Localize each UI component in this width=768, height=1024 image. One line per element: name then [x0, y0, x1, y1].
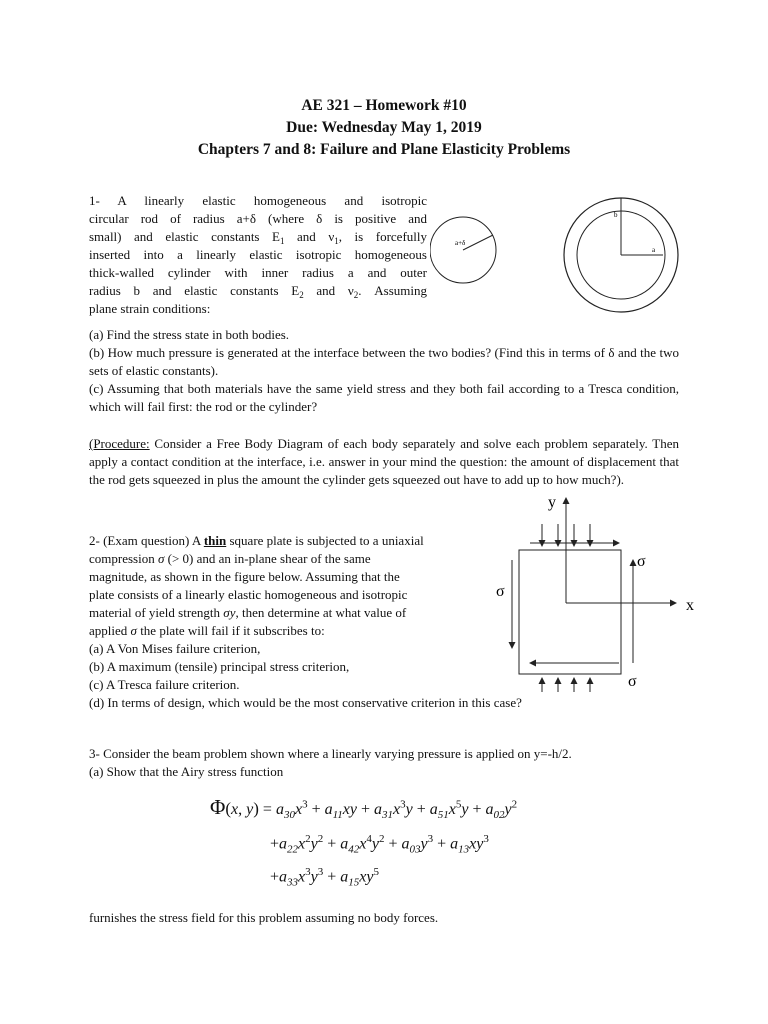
problem1-figure — [430, 195, 700, 325]
problem1-part-c: (c) Assuming that both materials have the same yield stress and they both fail according to a Tresca condition, which will fail first: the rod or the cylinder? — [89, 381, 679, 414]
due-date: Due: Wednesday May 1, 2019 — [286, 119, 482, 136]
header — [0, 95, 768, 161]
outer-radius-label: b — [614, 211, 618, 219]
problem2-figure — [490, 488, 705, 693]
equation-line-2: $+a_{22}x^2y^2 + a_{42}x^4y^2 + a_{03}y^3 + a_{13}xy^3$ — [270, 833, 489, 856]
equation-line-3: $+a_{33}x^3y^3 + a_{15}xy^5$ — [270, 866, 379, 889]
inner-radius-label: a — [652, 246, 656, 254]
chapters-title: Chapters 7 and 8: Failure and Plane Elasticity Problems — [197, 141, 571, 158]
problem3-intro: 3- Consider the beam problem shown where a linearly varying pressure is applied on y=-h/2. — [89, 746, 572, 761]
problem2-part-a: (a) A Von Mises failure criterion, — [89, 641, 261, 656]
rod-circle — [430, 217, 496, 283]
problem3-closing: furnishes the stress field for this problem assuming no body forces. — [89, 910, 439, 925]
rod-radius-label: a+δ — [455, 239, 466, 247]
problem1-parts — [89, 326, 679, 416]
problem2-text: 2- (Exam question) A thin square plate is subjected to a uniaxial compression σ (> 0) and an in-plane shear of the same magnitude, as shown in the figure below. Assuming that the plate consists of a linearly elastic homogeneous and isotropic material of yield strength σy, then determine at what value of applied σ the plate will fail if it subscribes to: (a) A Von Mises failure criterion, (b) A maximum (tensile) principal stress criterion, (c) A Tresca failure criterion. (d) In terms of design, which would be the most conservative criterion in this case? — [89, 533, 522, 710]
procedure-label: (Procedure: — [89, 436, 150, 451]
procedure-text: Consider a Free Body Diagram of each body separately and solve each problem separately. Then apply a contact condition at the interface, i.e. answer in your mind the question: the amount of displacement that the rod gets squeezed in plus the amount the cylinder gets squeezed out have to add up to how much?). — [89, 436, 679, 487]
y-axis-label: y — [548, 494, 556, 511]
equation-line-1: Φ(x, $y) = a_{30}x^3 + a_{11}xy + a_{31}x^3y + a_{51}x^5y + a_{02}y^2$ — [210, 795, 518, 821]
x-axis-label: x — [686, 597, 694, 614]
bottom-compression-arrows — [542, 678, 590, 692]
cylinder-circles — [564, 198, 678, 312]
problem1-part-b: (b) How much pressure is generated at the interface between the two bodies? (Find this in terms of δ and the two sets of elastic constants). — [89, 345, 679, 378]
problem1-part-a: (a) Find the stress state in both bodies. — [89, 327, 290, 342]
sigma-bottom-label: σ — [628, 673, 637, 690]
problem3-part-a: (a) Show that the Airy stress function — [89, 764, 284, 779]
course-title: AE 321 – Homework #10 — [301, 97, 467, 114]
problem2-part-b: (b) A maximum (tensile) principal stress criterion, — [89, 659, 350, 674]
procedure-note — [89, 435, 679, 489]
problem3-text — [89, 745, 689, 781]
problem2-part-d: (d) In terms of design, which would be the most conservative criterion in this case? — [89, 695, 522, 710]
problem1-intro: 1- A linearly elastic homogeneous and isotropic circular rod of radius a+δ (where δ is positive and small) and elastic constants $E_1$ and $\nu_1$, is forcefully inserted into a linearly elastic isotropic homogeneous thick-walled cylinder with inner radius a and outer radius b and elastic constants $E_2$ and $\nu_2$. Assuming plane strain conditions: — [89, 193, 427, 316]
sigma-left-label: σ — [496, 583, 505, 600]
sigma-right-label: σ — [637, 553, 646, 570]
problem2-part-c: (c) A Tresca failure criterion. — [89, 677, 240, 692]
square-plate — [519, 550, 621, 674]
